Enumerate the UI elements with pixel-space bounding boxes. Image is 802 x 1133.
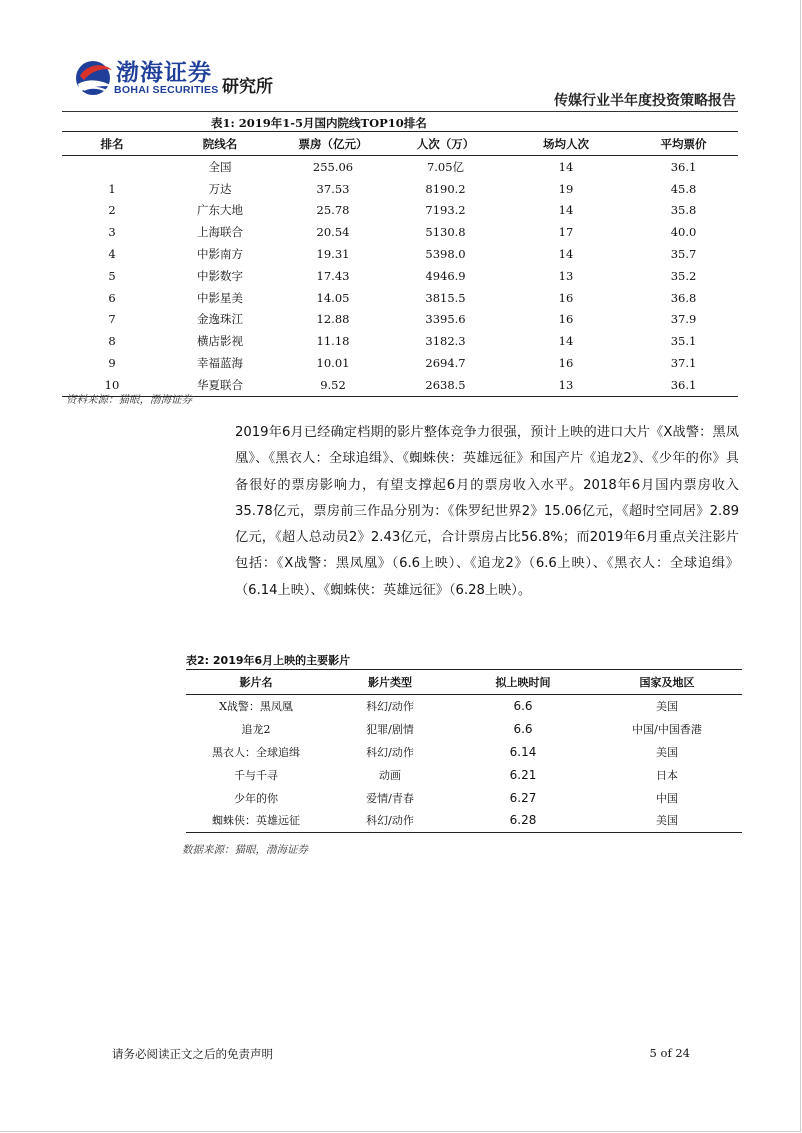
bohai-emblem-icon	[74, 56, 116, 102]
table-cell: 11.18	[316, 334, 350, 349]
table-cell: 中国/中国香港	[632, 723, 702, 737]
table-row	[62, 309, 738, 331]
table-cell: 14	[558, 159, 574, 174]
table-cell: 16	[558, 356, 574, 371]
table-cell: 17	[558, 225, 574, 240]
table-cell: 37.1	[670, 356, 697, 371]
table1-header-row	[62, 132, 738, 156]
table-cell: 3182.3	[425, 334, 466, 349]
table-cell: X战警：黑凤凰	[219, 700, 293, 714]
bohai-logo	[74, 58, 294, 104]
table1-col-boxoffice: 票房（亿元）	[278, 132, 388, 156]
table-row	[186, 741, 742, 764]
table-cell: 35.1	[670, 334, 697, 349]
table-cell: 幸福蓝海	[197, 356, 243, 371]
table-cell: 14	[558, 247, 574, 262]
table-cell: 36.8	[670, 290, 697, 305]
table-cell: 45.8	[670, 181, 697, 196]
table-row	[62, 156, 738, 178]
table-cell: 7	[108, 312, 116, 327]
table-cell: 爱情/青春	[366, 791, 414, 805]
table1-col-avg-price: 平均票价	[629, 132, 738, 156]
table-cell: 中影星美	[197, 290, 243, 305]
table1-caption: 表1: 2019年1-5月国内院线TOP10排名	[211, 116, 427, 130]
table-cell: 10.01	[316, 356, 350, 371]
table-cell: 5	[108, 268, 116, 283]
table-cell: 6.21	[509, 767, 537, 782]
table-cell: 华夏联合	[162, 374, 278, 396]
table-cell: 35.2	[670, 268, 697, 283]
table-cell: 7.05亿	[426, 159, 465, 174]
table-cell: 科幻/动作	[326, 809, 454, 832]
table-cell: 36.1	[670, 159, 697, 174]
table-row	[62, 221, 738, 243]
logo-chinese-name: 渤海证券	[116, 60, 212, 86]
table-cell: 科幻/动作	[366, 700, 414, 714]
table-cell: 12.88	[316, 312, 350, 327]
table-cell: 40.0	[670, 225, 697, 240]
table-row	[62, 178, 738, 200]
table-cell: 36.1	[629, 374, 738, 396]
table-cell: 科幻/动作	[366, 745, 414, 759]
table-cell: 8190.2	[425, 181, 466, 196]
table2-caption: 表2: 2019年6月上映的主要影片	[186, 654, 351, 667]
table-cell: 黑衣人：全球追缉	[212, 745, 300, 759]
table-cell: 14.05	[316, 290, 350, 305]
table-cell	[62, 156, 162, 178]
table-row	[186, 763, 742, 786]
body-paragraph: 2019年6月已经确定档期的影片整体竞争力很强，预计上映的进口大片《X战警：黑凤凰》、《黑衣人：全球追缉》、《蜘蛛侠：英雄远征》和国产片《追龙2》、《少年的你》具备很好的票房影响力，有望支撑起6月的票房收入水平。2018年6月国内票房收入35.78亿元，票房前三作品分别为：《侏罗纪世界2》15.06亿元，《超时空同居》2.89亿元，《超人总动员2》2.43亿元，合计票房占比56.8%；而2019年6月重点关注影片包括：《X战警：黑凤凰》（6.6上映）、《追龙2》（6.6上映）、《黑衣人：全球追缉》（6.14上映）、《蜘蛛侠：英雄远征》（6.28上映）。	[235, 425, 739, 598]
table-row	[186, 786, 742, 809]
table-cell: 2694.7	[425, 356, 466, 371]
table-row	[62, 330, 738, 352]
table-cell: 6.6	[513, 722, 533, 737]
table-cell: 3815.5	[425, 290, 466, 305]
table-row	[62, 287, 738, 309]
table1-source: 资料来源：猫眼，渤海证券	[66, 394, 192, 406]
table-cell: 4946.9	[425, 268, 466, 283]
table-cell: 6.28	[454, 809, 592, 832]
table-cell: 13	[558, 268, 574, 283]
logo-english-name: BOHAI SECURITIES	[114, 84, 219, 96]
table-cell: 上海联合	[197, 225, 243, 240]
table-cell: 横店影视	[197, 334, 243, 349]
table-row	[186, 695, 742, 718]
table-cell: 千与千寻	[234, 768, 278, 782]
table2-col-film: 影片名	[186, 670, 326, 695]
table-cell: 35.7	[670, 247, 697, 262]
table-cell: 20.54	[316, 225, 350, 240]
table-cell: 25.78	[316, 203, 350, 218]
table-row	[62, 265, 738, 287]
table-row	[186, 809, 742, 832]
table-cell: 动画	[379, 768, 401, 782]
table-cell: 5130.8	[425, 225, 466, 240]
table-cell: 9.52	[278, 374, 388, 396]
table-cell: 4	[108, 247, 116, 262]
table2-col-release: 拟上映时间	[454, 670, 592, 695]
table-cell: 万达	[208, 181, 232, 196]
table-cell: 中国	[656, 791, 678, 805]
table2-col-genre: 影片类型	[326, 670, 454, 695]
table-cell: 10	[62, 374, 162, 396]
table1-col-chain: 院线名	[162, 132, 278, 156]
table1-col-rank: 排名	[62, 132, 162, 156]
table-cell: 37.9	[670, 312, 697, 327]
table-row	[62, 352, 738, 374]
table-cell: 7193.2	[425, 203, 466, 218]
table-cell: 全国	[208, 159, 232, 174]
table-cell: 17.43	[316, 268, 350, 283]
table-cell: 6	[108, 290, 116, 305]
table-cell: 中影数字	[197, 268, 243, 283]
table-cell: 13	[503, 374, 629, 396]
table-cell: 美国	[656, 700, 678, 714]
table-cell: 2638.5	[388, 374, 503, 396]
institute-label: 研究所	[222, 77, 273, 97]
report-title: 传媒行业半年度投资策略报告	[554, 93, 736, 109]
table-row	[62, 200, 738, 222]
table-cell: 追龙2	[241, 723, 271, 737]
table-cell: 6.6	[513, 699, 533, 714]
table-cell: 8	[108, 334, 116, 349]
table-cell: 1	[108, 181, 116, 196]
table2-source: 数据来源：猫眼，渤海证券	[182, 844, 308, 856]
table2-col-country: 国家及地区	[592, 670, 742, 695]
table1-col-admissions: 人次（万）	[388, 132, 503, 156]
table1-col-avg-per-show: 场均人次	[503, 132, 629, 156]
table-cell: 美国	[656, 745, 678, 759]
table-cell: 14	[558, 334, 574, 349]
table-cell: 少年的你	[234, 791, 278, 805]
table-cell: 中影南方	[197, 247, 243, 262]
table-cell: 5398.0	[425, 247, 466, 262]
page-number: 5 of 24	[649, 1046, 690, 1060]
table-cell: 3	[108, 225, 116, 240]
table1-cinema-chains	[62, 131, 738, 397]
table-cell: 6.14	[509, 744, 537, 759]
table-cell: 255.06	[312, 159, 354, 174]
table-cell: 美国	[592, 809, 742, 832]
table-cell: 金逸珠江	[197, 312, 243, 327]
table2-header-row	[186, 670, 742, 695]
table-cell: 14	[558, 203, 574, 218]
footer-disclaimer: 请务必阅读正文之后的免责声明	[112, 1047, 273, 1061]
table-row	[186, 718, 742, 741]
table-cell: 37.53	[316, 181, 350, 196]
table-cell: 日本	[656, 768, 678, 782]
table-cell: 19.31	[316, 247, 350, 262]
table-cell: 2	[108, 203, 116, 218]
table-cell: 9	[108, 356, 116, 371]
table-cell: 广东大地	[197, 203, 243, 218]
table-cell: 35.8	[670, 203, 697, 218]
table-cell: 犯罪/剧情	[366, 723, 414, 737]
table-row	[62, 243, 738, 265]
table-cell: 19	[558, 181, 574, 196]
header-divider	[62, 111, 738, 112]
table-cell: 蜘蛛侠：英雄远征	[186, 809, 326, 832]
table2-june-films	[186, 669, 742, 833]
table-cell: 6.27	[509, 790, 537, 805]
table-cell: 16	[558, 290, 574, 305]
table-cell: 16	[558, 312, 574, 327]
table-cell: 3395.6	[425, 312, 466, 327]
